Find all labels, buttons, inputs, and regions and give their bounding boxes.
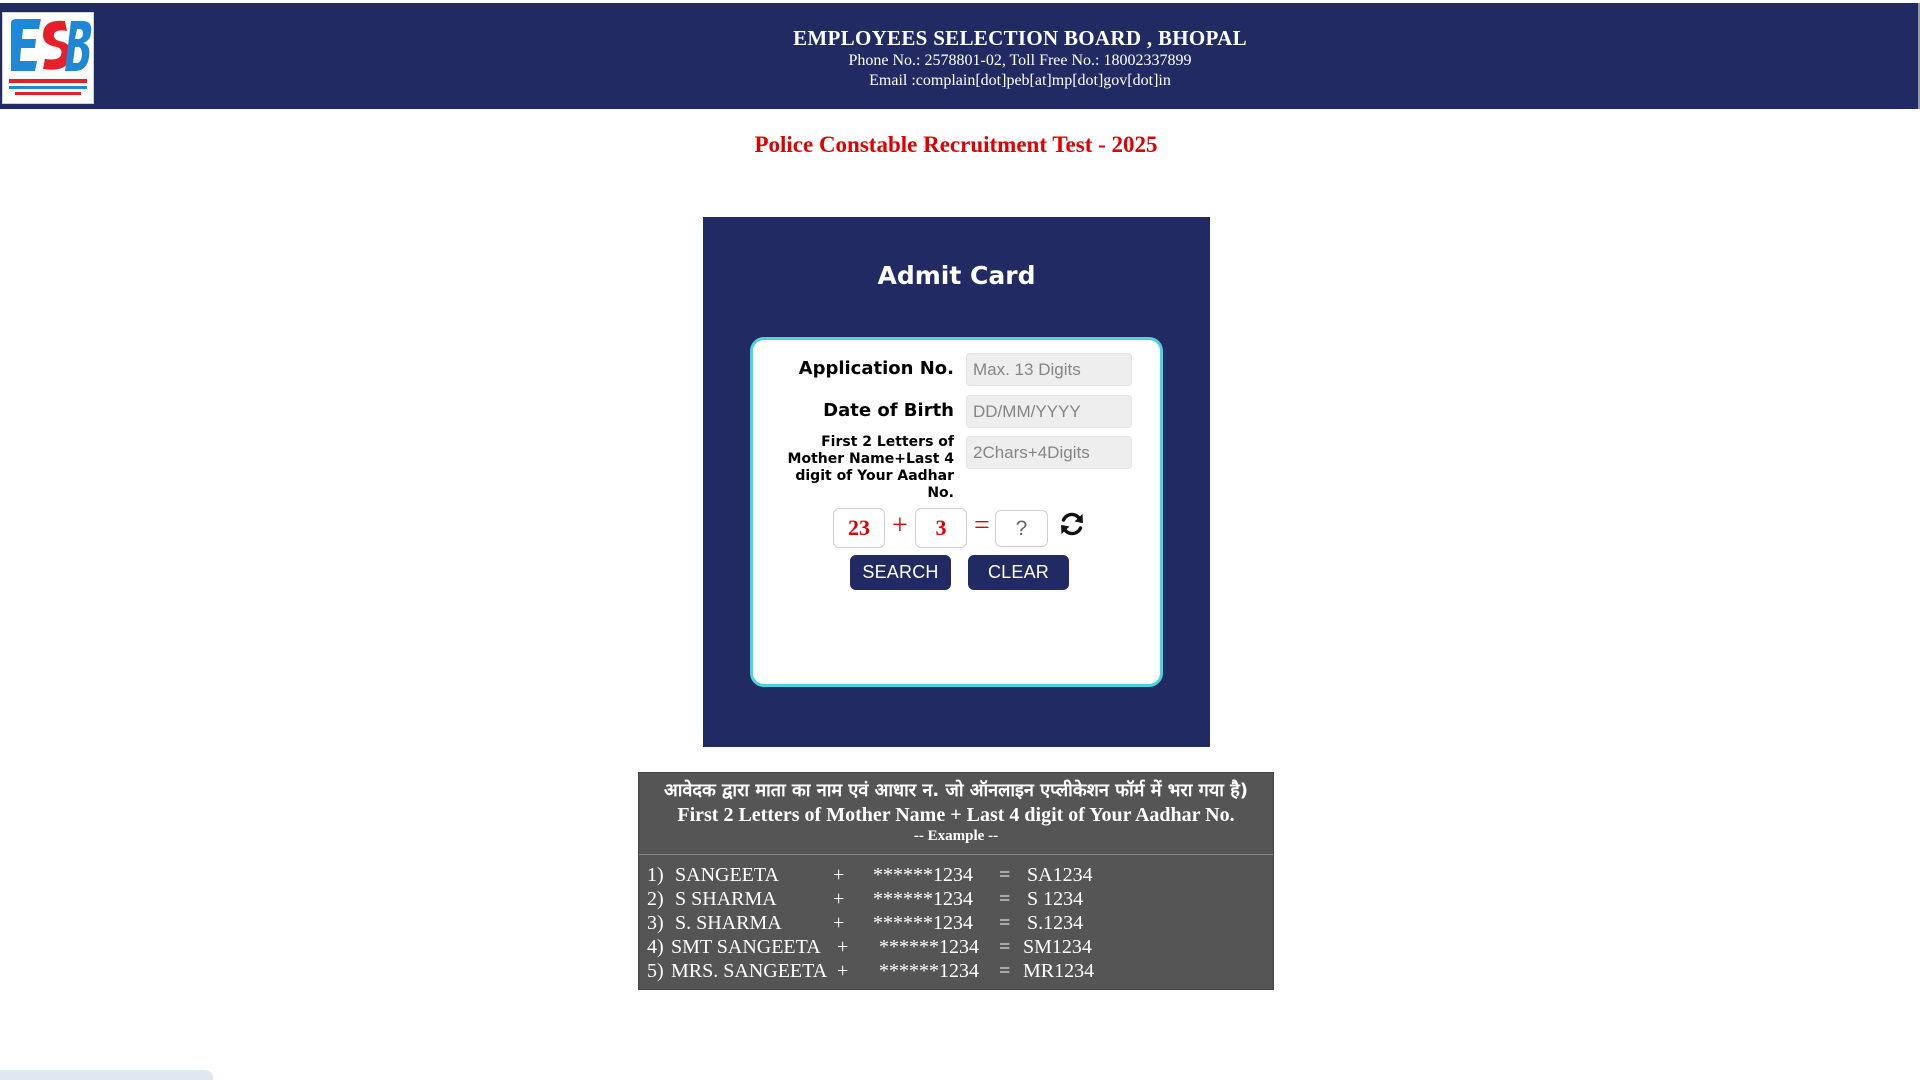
example-row-plus: +	[837, 960, 849, 982]
admit-card-title: Admit Card	[877, 261, 1036, 290]
example-row-number: 3)	[647, 912, 664, 934]
example-row-equals: =	[999, 960, 1011, 982]
dob-label: Date of Birth	[823, 400, 954, 421]
example-row-name: S SHARMA	[675, 888, 777, 910]
captcha-operand-b: 3	[915, 508, 967, 548]
mother-aadhar-input[interactable]	[966, 436, 1132, 469]
site-header	[0, 3, 1920, 109]
example-row-result: S.1234	[1027, 912, 1084, 934]
header-text	[620, 25, 1420, 91]
example-row-number: 5)	[647, 960, 664, 982]
example-row-equals: =	[999, 936, 1011, 958]
esb-logo[interactable]	[2, 12, 94, 104]
example-row-name: MRS. SANGEETA	[671, 960, 828, 982]
example-row-result: SA1234	[1027, 864, 1093, 886]
refresh-icon-svg	[1058, 510, 1086, 538]
example-row-result: MR1234	[1023, 960, 1095, 982]
mother-aadhar-label: First 2 Letters of Mother Name+Last 4 digit of Your Aadhar No.	[787, 434, 954, 501]
example-row-equals: =	[999, 888, 1011, 910]
application-no-label: Application No.	[798, 358, 954, 379]
clear-button[interactable]: CLEAR	[968, 555, 1069, 590]
search-button[interactable]: SEARCH	[850, 555, 951, 590]
example-row-number: 1)	[647, 864, 664, 886]
example-row-name: S. SHARMA	[675, 912, 782, 934]
example-row-number: 2)	[647, 888, 664, 910]
example-hindi-line: आवेदक द्वारा माता का नाम एवं आधार न. जो ऑनलाइन एप्लीकेशन फॉर्म में भरा गया है)	[664, 780, 1248, 801]
example-row-name: SMT SANGEETA	[671, 936, 821, 958]
example-row-mask: ******1234	[873, 912, 973, 934]
example-label: -- Example --	[913, 828, 999, 844]
board-email: Email :complain[dot]peb[at]mp[dot]gov[dot]in	[869, 72, 1171, 89]
captcha-equals-sign: =	[974, 510, 990, 541]
application-no-input[interactable]	[966, 353, 1132, 386]
example-english-line: First 2 Letters of Mother Name + Last 4 digit of Your Aadhar No.	[677, 804, 1235, 826]
captcha-operand-a: 23	[833, 508, 885, 548]
example-row-number: 4)	[647, 936, 664, 958]
refresh-icon[interactable]	[1058, 510, 1086, 538]
page-title: Police Constable Recruitment Test - 2025	[754, 132, 1158, 157]
example-row-result: S 1234	[1027, 888, 1084, 910]
example-row-result: SM1234	[1023, 936, 1092, 958]
admit-card-form	[750, 337, 1163, 687]
example-row-mask: ******1234	[879, 960, 979, 982]
captcha-answer-input[interactable]	[995, 510, 1048, 547]
example-row-mask: ******1234	[873, 888, 973, 910]
status-bar-fragment	[0, 1070, 213, 1080]
board-title: EMPLOYEES SELECTION BOARD , BHOPAL	[793, 26, 1247, 50]
example-row-mask: ******1234	[879, 936, 979, 958]
admit-card-panel	[703, 217, 1210, 747]
esb-logo-icon	[3, 13, 93, 103]
example-header	[639, 773, 1273, 855]
example-row-equals: =	[999, 864, 1011, 886]
board-phone: Phone No.: 2578801-02, Toll Free No.: 18002337899	[848, 52, 1192, 69]
example-row-plus: +	[837, 936, 849, 958]
example-row-mask: ******1234	[873, 864, 973, 886]
example-row-name: SANGEETA	[675, 864, 779, 886]
example-row-plus: +	[833, 912, 845, 934]
example-box	[638, 772, 1274, 990]
example-row-plus: +	[833, 864, 845, 886]
captcha-plus-sign: +	[892, 510, 908, 541]
example-row-plus: +	[833, 888, 845, 910]
dob-input[interactable]	[966, 395, 1132, 428]
example-row-equals: =	[999, 912, 1011, 934]
